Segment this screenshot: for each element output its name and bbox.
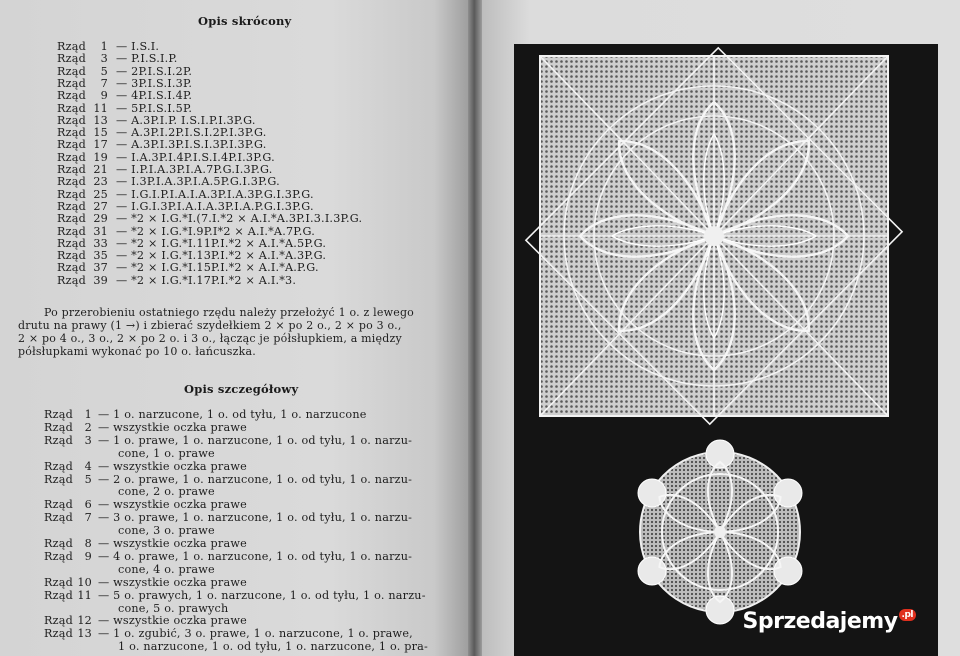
detail-row-instruction: — 1 o. prawe, 1 o. narzucone, 1 o. od tyłu, 1 o. narzu-	[98, 433, 413, 447]
short-row-instruction: — I.S.I.	[116, 40, 160, 53]
short-row-label: Rząd	[57, 261, 86, 275]
detail-row-label: Rząd	[44, 498, 73, 512]
short-row-label: Rząd	[57, 40, 86, 53]
detail-row-number: 3	[84, 433, 92, 447]
short-paragraph-line: półsłupkami wykonać po 10 o. łańcuszka.	[18, 345, 256, 358]
short-row-number: 1	[100, 40, 108, 53]
short-row-instruction: — I.P.I.A.3P.I.A.7P.G.I.3P.G.	[116, 163, 273, 176]
detail-row-number: 2	[84, 420, 92, 434]
detail-row-instruction: — 2 o. prawe, 1 o. narzucone, 1 o. od tyłu, 1 o. narzu-	[98, 472, 413, 486]
short-row-instruction: — A.3P.I.P. I.S.I.P.I.3P.G.	[116, 113, 256, 127]
detail-row-label: Rząd	[44, 537, 73, 550]
short-row-instruction: — *2 × I.G.*I.15P.I.*2 × A.I.*A.P.G.	[116, 261, 319, 275]
short-row-label: Rząd	[57, 76, 86, 90]
short-row-number: 23	[93, 175, 108, 189]
detail-row-instruction: — 3 o. prawe, 1 o. narzucone, 1 o. od tyłu, 1 o. narzu-	[98, 511, 413, 525]
short-row-label: Rząd	[57, 199, 86, 213]
square-lace-doily	[526, 48, 902, 424]
detail-row-instruction: — wszystkie oczka prawe	[98, 420, 247, 434]
detail-row-label: Rząd	[44, 459, 73, 473]
detail-row-continuation: 1 o. narzucone, 1 o. od tyłu, 1 o. narzucone, 1 o. pra-	[118, 640, 428, 654]
detail-row-continuation: cone, 5 o. prawych	[118, 601, 229, 615]
detail-row-label: Rząd	[44, 575, 73, 589]
detail-row-label: Rząd	[44, 408, 73, 421]
short-row-number: 25	[93, 187, 108, 201]
detail-row-label: Rząd	[44, 511, 73, 525]
short-paragraph-line: 2 × po 4 o., 3 o., 2 × po 2 o. i 3 o., łącząc je półsłupkiem, a między	[18, 332, 402, 345]
short-row-number: 3	[100, 52, 108, 66]
lace-doilies-photo	[514, 44, 938, 656]
short-row-number: 17	[93, 138, 108, 152]
short-row-label: Rząd	[57, 64, 86, 78]
detail-row-instruction: — wszystkie oczka prawe	[98, 537, 247, 550]
short-row-instruction: — I.3P.I.A.3P.I.A.5P.G.I.3P.G.	[116, 175, 280, 189]
detail-row-instruction: — 1 o. zgubić, 3 o. prawe, 1 o. narzucone, 1 o. prawe,	[98, 627, 413, 641]
short-row-number: 7	[100, 76, 108, 90]
detail-row-number: 9	[84, 549, 92, 563]
short-row-label: Rząd	[57, 175, 86, 189]
short-row-number: 19	[93, 150, 108, 164]
detail-row-number: 5	[84, 472, 92, 486]
detailed-description-title: Opis szczegółowy	[184, 382, 299, 396]
short-row-instruction: — *2 × I.G.*I.13P.I.*2 × A.I.*A.3P.G.	[116, 249, 327, 263]
short-row-instruction: — *2 × I.G.*I.9P.I*2 × A.I.*A.7P.G.	[116, 224, 315, 238]
short-row-instruction: — 2P.I.S.I.2P.	[116, 64, 193, 78]
left-page	[0, 0, 472, 656]
short-paragraph-line: Po przerobieniu ostatniego rzędu należy przełożyć 1 o. z lewego	[44, 306, 415, 319]
short-row-number: 11	[93, 101, 108, 115]
detail-row-number: 7	[84, 511, 92, 525]
detail-row-label: Rząd	[44, 433, 73, 447]
watermark	[743, 609, 916, 634]
short-row-instruction: — 4P.I.S.I.4P.	[116, 89, 193, 103]
short-row-label: Rząd	[57, 236, 86, 250]
short-row-number: 15	[93, 126, 108, 140]
detail-row-instruction: — 4 o. prawe, 1 o. narzucone, 1 o. od tyłu, 1 o. narzu-	[98, 549, 413, 563]
detail-row-number: 12	[77, 614, 92, 628]
short-row-number: 31	[93, 224, 108, 238]
short-description-title: Opis skrócony	[198, 14, 292, 28]
lace-illustration	[514, 44, 938, 656]
short-row-label: Rząd	[57, 89, 86, 103]
detail-row-number: 13	[77, 627, 92, 641]
detail-row-label: Rząd	[44, 588, 73, 602]
short-row-instruction: — 3P.I.S.I.3P.	[116, 76, 193, 90]
short-row-label: Rząd	[57, 163, 86, 176]
short-row-label: Rząd	[57, 187, 86, 201]
detail-row-continuation: cone, 4 o. prawe	[118, 562, 215, 576]
short-row-label: Rząd	[57, 273, 86, 287]
short-row-instruction: — I.G.I.3P.I.A.I.A.3P.I.A.P.G.I.3P.G.	[116, 199, 314, 213]
short-paragraph-line: drutu na prawy (1 →) i zbierać szydełkiem 2 × po 2 o., 2 × po 3 o.,	[18, 319, 402, 332]
detail-row-label: Rząd	[44, 627, 73, 641]
short-row-number: 27	[93, 199, 108, 213]
short-row-label: Rząd	[57, 212, 86, 226]
round-lace-doily	[638, 440, 802, 624]
detail-row-instruction: — wszystkie oczka prawe	[98, 614, 247, 628]
detail-row-number: 8	[84, 537, 92, 550]
short-row-instruction: — A.3P.I.3P.I.S.I.3P.I.3P.G.	[116, 138, 267, 152]
short-row-number: 33	[93, 236, 108, 250]
detail-row-label: Rząd	[44, 420, 73, 434]
short-row-instruction: — 5P.I.S.I.5P.	[116, 101, 193, 115]
short-row-label: Rząd	[57, 52, 86, 66]
watermark-text: Sprzedajemy	[742, 609, 898, 634]
short-row-label: Rząd	[57, 126, 86, 140]
detail-row-instruction: — wszystkie oczka prawe	[98, 459, 247, 473]
short-row-instruction: — *2 × I.G.*I.11P.I.*2 × A.I.*A.5P.G.	[116, 236, 327, 250]
short-row-number: 39	[93, 273, 108, 287]
detail-row-instruction: — wszystkie oczka prawe	[98, 575, 247, 589]
short-row-instruction: — I.A.3P.I.4P.I.S.I.4P.I.3P.G.	[116, 150, 275, 164]
detail-row-continuation: cone, 2 o. prawe	[118, 485, 215, 499]
detail-row-number: 10	[77, 575, 92, 589]
short-row-number: 29	[93, 212, 108, 226]
short-row-label: Rząd	[57, 138, 86, 152]
short-row-number: 9	[100, 89, 108, 103]
detail-row-label: Rząd	[44, 549, 73, 563]
short-row-label: Rząd	[57, 224, 86, 238]
detail-row-label: Rząd	[44, 472, 73, 486]
short-row-number: 13	[93, 113, 108, 127]
short-row-label: Rząd	[57, 113, 86, 127]
detail-row-number: 1	[84, 408, 92, 421]
short-row-instruction: — I.G.I.P.I.A.I.A.3P.I.A.3P.G.I.3P.G.	[116, 187, 314, 201]
short-row-number: 35	[93, 249, 108, 263]
short-row-number: 37	[93, 261, 108, 275]
detail-row-instruction: — 1 o. narzucone, 1 o. od tyłu, 1 o. narzucone	[98, 408, 367, 421]
detail-row-label: Rząd	[44, 614, 73, 628]
detail-row-continuation: cone, 3 o. prawe	[118, 524, 215, 538]
short-row-number: 21	[93, 163, 108, 176]
short-row-instruction: — A.3P.I.2P.I.S.I.2P.I.3P.G.	[116, 126, 267, 140]
short-row-label: Rząd	[57, 101, 86, 115]
detail-row-continuation: cone, 1 o. prawe	[118, 446, 215, 460]
short-row-instruction: — P.I.S.I.P.	[116, 52, 178, 66]
short-row-label: Rząd	[57, 249, 86, 263]
short-row-label: Rząd	[57, 150, 86, 164]
short-row-instruction: — *2 × I.G.*I.17P.I.*2 × A.I.*3.	[116, 273, 297, 287]
book-gutter	[468, 0, 482, 656]
short-row-number: 5	[100, 64, 108, 78]
detail-row-instruction: — wszystkie oczka prawe	[98, 498, 247, 512]
detail-row-number: 4	[84, 459, 92, 473]
detail-row-instruction: — 5 o. prawych, 1 o. narzucone, 1 o. od tyłu, 1 o. narzu-	[98, 588, 426, 602]
watermark-badge: .pl	[899, 609, 916, 621]
short-row-instruction: — *2 × I.G.*I.(7.I.*2 × A.I.*A.3P.I.3.I.3P.G.	[116, 212, 363, 226]
detail-row-number: 11	[77, 588, 92, 602]
detail-row-number: 6	[84, 498, 92, 512]
